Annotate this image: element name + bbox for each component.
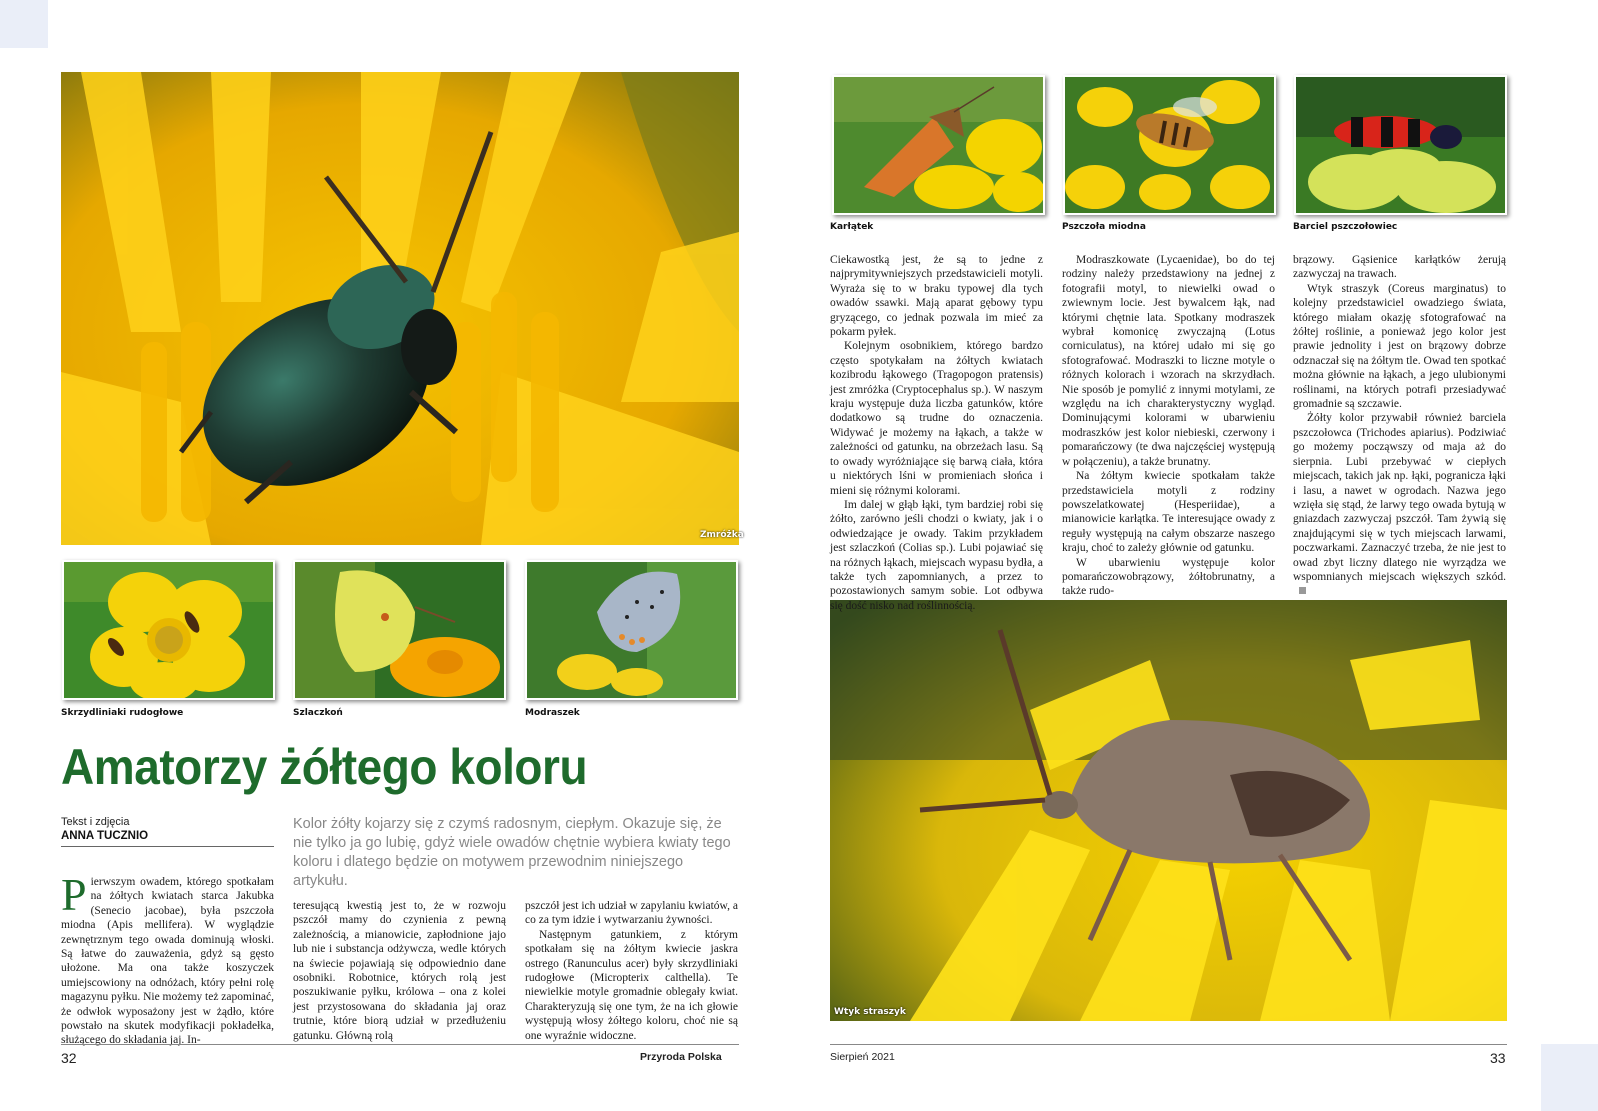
body-col4-p3: Im dalej w głąb łąki, tym bardziej robi się żółto, zarówno jeśli chodzi o kwiaty, jak i o odwiedzające je owady. Takim przykładem jest szlaczkoń (Colias sp.). Lubi pojawiać się na różnych łąkach, miejscach wypasu bydła, a także tych zapomnianych, a przez to pozostawionych samym sobie. Lot odbywa się dość nisko nad roślinnością.: [830, 498, 1043, 612]
body-column-6: [1293, 253, 1506, 599]
body-col4-p2: Kolejnym osobnikiem, którego bardzo często spotykałam na żółtych kwiatach kozibrodu łąkowego (Tragopogon pratensis) jest zmróżka (Cryptocephalus sp.). W naszym kraju występuje duża liczba gatunków, które dodatkowo są trudne do oznaczenia. Widywać je możemy na łąkach, a także w zależności od gatunku, na obrzeżach lasu. Są to owady wyróżniające się barwą ciała, która u niektórych lśni w promieniach słońca i mieni się różnymi kolorami.: [830, 340, 1043, 497]
caption-szlaczkon: Szlaczkoń: [293, 708, 343, 718]
body-column-5: [1062, 253, 1275, 599]
caption-barciel: Barciel pszczołowiec: [1293, 222, 1398, 232]
photo-szlaczkon: [293, 560, 506, 700]
body-col5-p1: Modraszkowate (Lycaenidae), bo do tej rodziny należy przedstawiony na jednej z fotografii motyl, to niewielki owad o zwiewnym locie. Jest bywalcem łąk, nad którymi chętnie lata. Spotkany modraszek wybrał komonicę zwyczajną (Lotus corniculatus), na której udało mi się go sfotografować. Modraszki to liczne motyle o różnych kolorach i wzorach na skrzydłach. Nie sposób je pomylić z innymi motylami, ze względu na ich charakterystyczny wygląd. Dominującymi kolorami w ubarwieniu modraszków jest kolor niebieski, czerwony i pomarańczowy (te dwa najczęściej występują w połączeniu), a także brunatny.: [1062, 254, 1275, 468]
caption-modraszek: Modraszek: [525, 708, 580, 718]
byline-author: ANNA TUCZNIO: [61, 830, 149, 842]
footer-rule-left: [61, 1044, 739, 1045]
photo-zmrozka: [61, 72, 739, 545]
magazine-name: Przyroda Polska: [640, 1051, 722, 1063]
photo-modraszek: [525, 560, 738, 700]
body-col6-p1: brązowy. Gąsienice karłątków żerują zazwyczaj na trawach.: [1293, 254, 1506, 281]
body-col1-text: ierwszym owadem, którego spotkałam na żółtych kwiatach starca Jakubka (Senecio jacobae), była pszczoła miodna (Apis mellifera). W wyglądzie zewnętrznym tego owada dominują włoski. Są łatwe do zauważenia, gdyż są gęsto ułożone. Ma ona także koszyczek umiejscowiony na odnóżach, który pełni rolę magazynu pyłku. Nie możemy też zapominać, że odwłok wyposażony jest w żądło, które powstało na skutek modyfikacji pokładełka, służącego do składania jaj. In-: [61, 876, 274, 1047]
body-column-3: [525, 899, 738, 1043]
page-number-right: 33: [1490, 1050, 1506, 1066]
body-col5-p3: W ubarwieniu występuje kolor pomarańczowobrązowy, żółtobrunatny, a także rudo-: [1062, 556, 1275, 598]
end-mark: [1299, 587, 1306, 594]
body-col3-p2: Następnym gatunkiem, z którym spotkałam się na żółtym kwiecie jaskra ostrego (Ranunculus acer) były skrzydliniaki rudogłowe (Micropterix calthella). Te niewielkie motyle gromadnie oblegały kwiat. Charakteryzują się one tym, że na ich głowie występują włosy żółtego koloru, choć nie są one wyraźnie widoczne.: [525, 928, 738, 1042]
body-col5-p2: Na żółtym kwiecie spotkałam także przedstawiciela motyli z rodziny powszelatkowatej (Hesperiidae), a mianowicie karłątka. Te interesujące owady z reguły występują na całym obszarze naszego kraju, choć to zależy głównie od gatunku.: [1062, 470, 1275, 555]
body-column-1: [61, 869, 274, 1048]
caption-pszczola: Pszczoła miodna: [1062, 222, 1146, 232]
article-title: Amatorzy żółtego koloru: [61, 739, 588, 795]
issue-date: Sierpień 2021: [830, 1051, 895, 1063]
corner-mark-top-left: [0, 0, 48, 48]
drop-cap: P: [61, 869, 87, 920]
footer-rule-right: [830, 1044, 1507, 1045]
article-lead: Kolor żółty kojarzy się z czymś radosnym, ciepłym. Okazuje się, że nie tylko ja go lubię, gdyż wiele owadów chętnie wybiera kwiaty tego koloru i dlatego będzie on motywem przewodnim niniejszego artykułu.: [293, 816, 731, 889]
caption-karlatek: Karłątek: [830, 222, 874, 232]
body-col6-p3: Żółty kolor przywabił również barciela pszczołowca (Trichodes apiarius). Podziwiać go możemy począwszy od maja aż do sierpnia. Lubi przebywać w ciepłych miejscach, takich jak np. łąki, pogranicza łąki i lasu, a nawet w ogrodach. Nazwa jego wzięła się stąd, że larwy tego owada bytują w gniazdach zazwyczaj pszczół. Tam żywią się znajdującymi się w tych miejscach larwami, poczwarkami. Zaznaczyć trzeba, że nie jest to owad zbyt liczny dlatego nie wyrządza we wspomnianych miejscach większych szkód.: [1293, 412, 1506, 583]
corner-mark-bottom-right: [1541, 1044, 1598, 1111]
caption-skrzydliniaki: Skrzydliniaki rudogłowe: [61, 708, 184, 718]
byline-label: Tekst i zdjęcia: [61, 816, 130, 828]
photo-pszczola: [1063, 75, 1276, 215]
body-col4-p1: Ciekawostką jest, że są to jedne z najprymitywniejszych przedstawicieli motyli. Wyraża się to w braku typowej dla tych owadów ssawki. Mają aparat gębowy typu gryzącego, co jednak pozwala im mieć za pokarm pyłek.: [830, 254, 1043, 339]
byline-divider: [61, 846, 274, 847]
page-number-left: 32: [61, 1050, 77, 1066]
body-column-4: [830, 253, 1043, 613]
body-column-2: [293, 899, 506, 1043]
body-col3-p1: pszczół jest ich udział w zapylaniu kwiatów, a co za tym idzie i wytwarzaniu żywności.: [525, 900, 738, 927]
body-col2-text: teresującą kwestią jest to, że w rozwoju pszczół mamy do czynienia z pewną zależnością, a mianowicie, zapłodnione jajo lub nie i substancja odżywcza, wedle których na świecie pojawiają się odpowiednio dane osobniki. Robotnice, których rolą jest poszukiwanie pyłku, królowa – ona z kolei jest przystosowana do składania jaj oraz trutnie, które biorą udział w przedłużeniu gatunku. Główną rolą: [293, 900, 506, 1042]
photo-barciel: [1294, 75, 1507, 215]
caption-zmrozka: Zmróżka: [700, 530, 744, 540]
caption-wtyk-straszyk: Wtyk straszyk: [834, 1007, 906, 1017]
photo-wtyk-straszyk: [830, 600, 1507, 1021]
photo-skrzydliniaki: [62, 560, 275, 700]
body-col6-p2: Wtyk straszyk (Coreus marginatus) to kolejny przedstawiciel owadziego świata, którego miałam okazję sfotografować na żółtej roślinie, a ponieważ jego kolor jest prawie jednolity i jest on brązowy dobrze odznaczał się na żółtym tle. Owad ten spotkać można głównie na łąkach, a jego ulubionymi roślinami, na których potrafi przesiadywać gromadnie są szczawie.: [1293, 282, 1506, 411]
photo-karlatek: [832, 75, 1045, 215]
